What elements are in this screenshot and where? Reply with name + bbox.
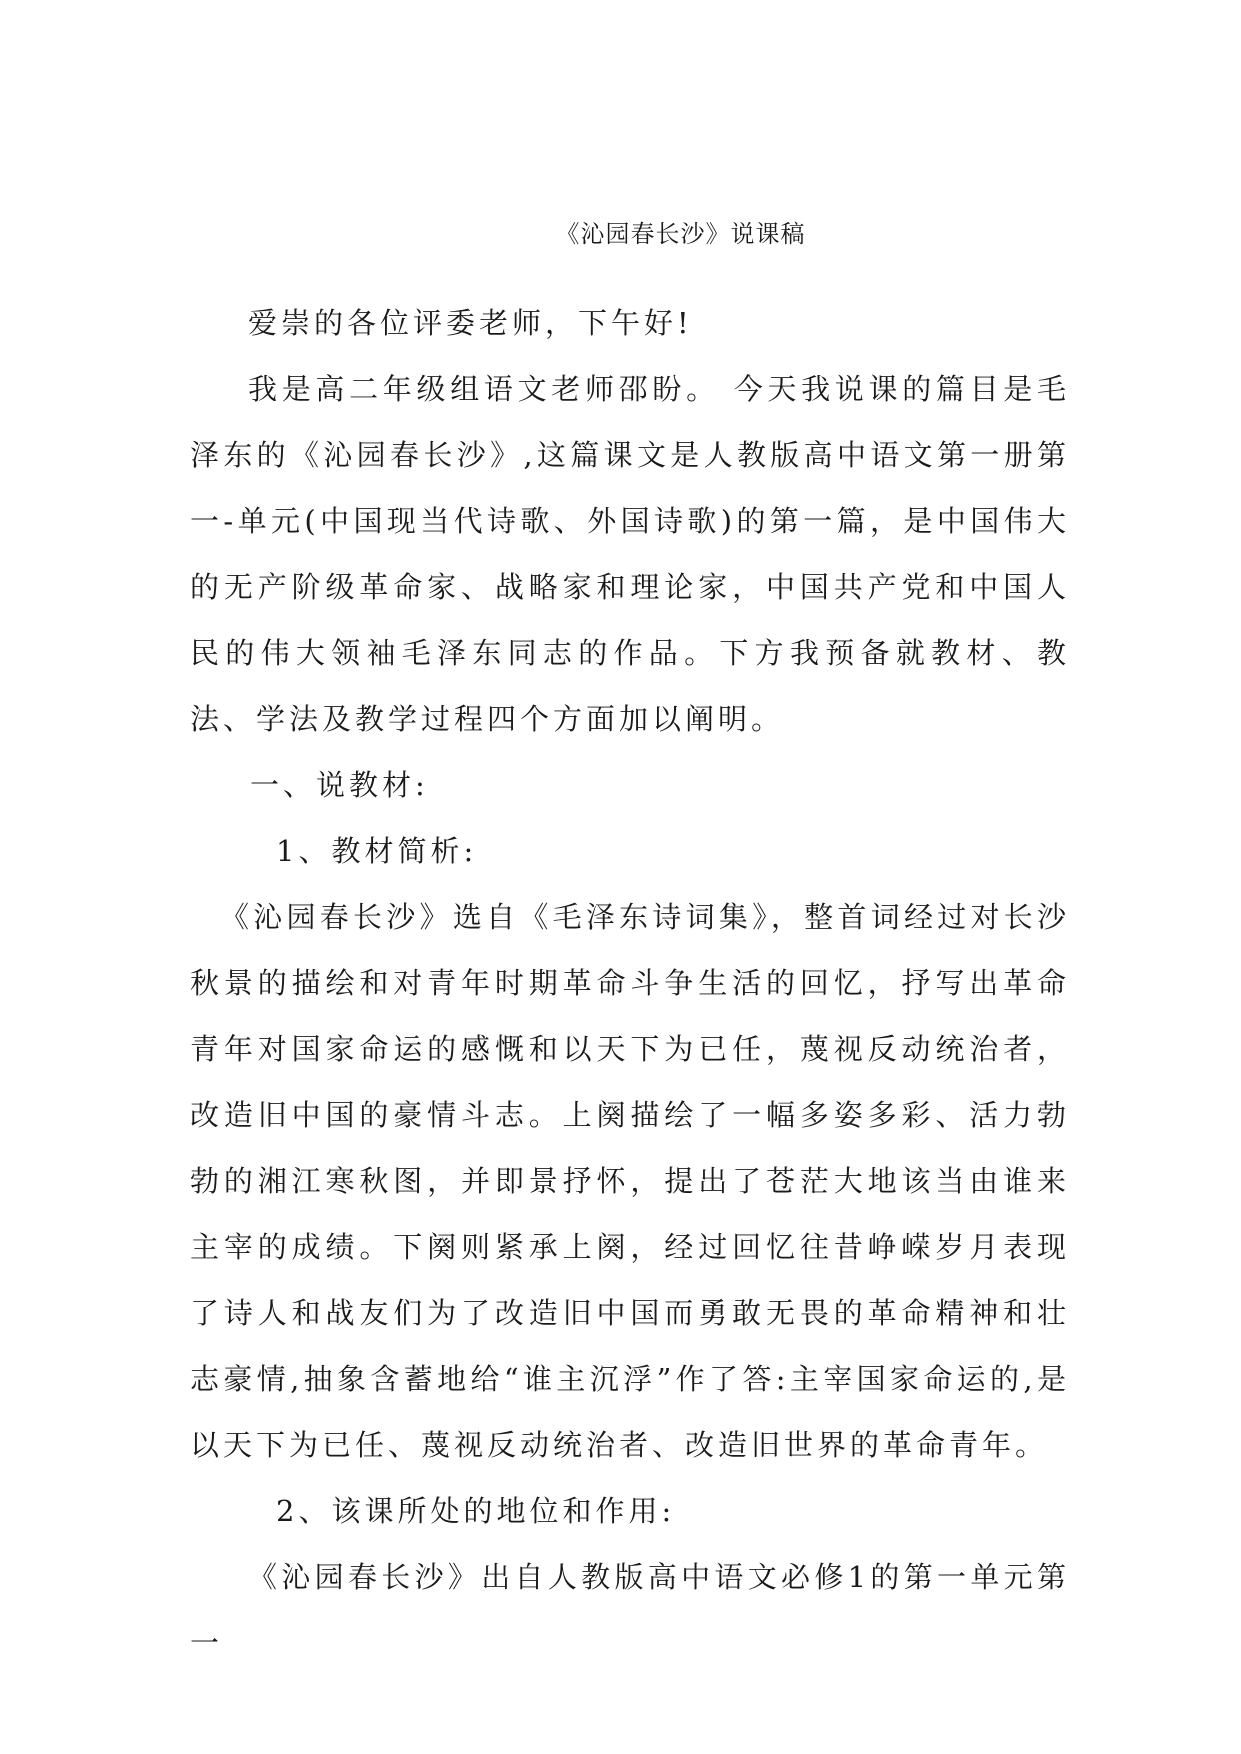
greeting-paragraph: 爱崇的各位评委老师，下午好!: [248, 306, 693, 340]
subsection-heading-analysis: 1、教材简析:: [276, 834, 478, 868]
subsection-heading-role: 2、该课所处的地位和作用:: [276, 1494, 676, 1528]
role-paragraph: 《沁园春长沙》出自人教版高中语文必修1的第一单元第一: [190, 1560, 1070, 1660]
section-heading-textbook: 一、说教材:: [250, 768, 429, 802]
document-title: 《沁园春长沙》说课稿: [555, 220, 806, 248]
intro-paragraph: 我是高二年级组语文老师邵盼。 今天我说课的篇目是毛泽东的《沁园春长沙》,这篇课文是人教版高中语文第一册第一-单元(中国现当代诗歌、外国诗歌)的第一篇，是中国伟大的无产阶级革命家、战略家和理论家，中国共产党和中国人民的伟大领袖毛泽东同志的作品。下方我预备就教材、教法、学法及教学过程四个方面加以阐明。: [190, 372, 1070, 736]
analysis-paragraph: 《沁园春长沙》选自《毛泽东诗词集》，整首词经过对长沙秋景的描绘和对青年时期革命斗争生活的回忆，抒写出革命青年对国家命运的感慨和以天下为已任，蔑视反动统治者，改造旧中国的豪情斗志。上阕描绘了一幅多姿多彩、活力勃勃的湘江寒秋图，并即景抒怀，提出了苍茫大地该当由谁来主宰的成绩。下阕则紧承上阕，经过回忆往昔峥嵘岁月表现了诗人和战友们为了改造旧中国而勇敢无畏的革命精神和壮志豪情,抽象含蓄地给“谁主沉浮”作了答:主宰国家命运的,是以天下为已任、蔑视反动统治者、改造旧世界的革命青年。: [190, 900, 1070, 1462]
document-body: [190, 290, 1070, 1676]
